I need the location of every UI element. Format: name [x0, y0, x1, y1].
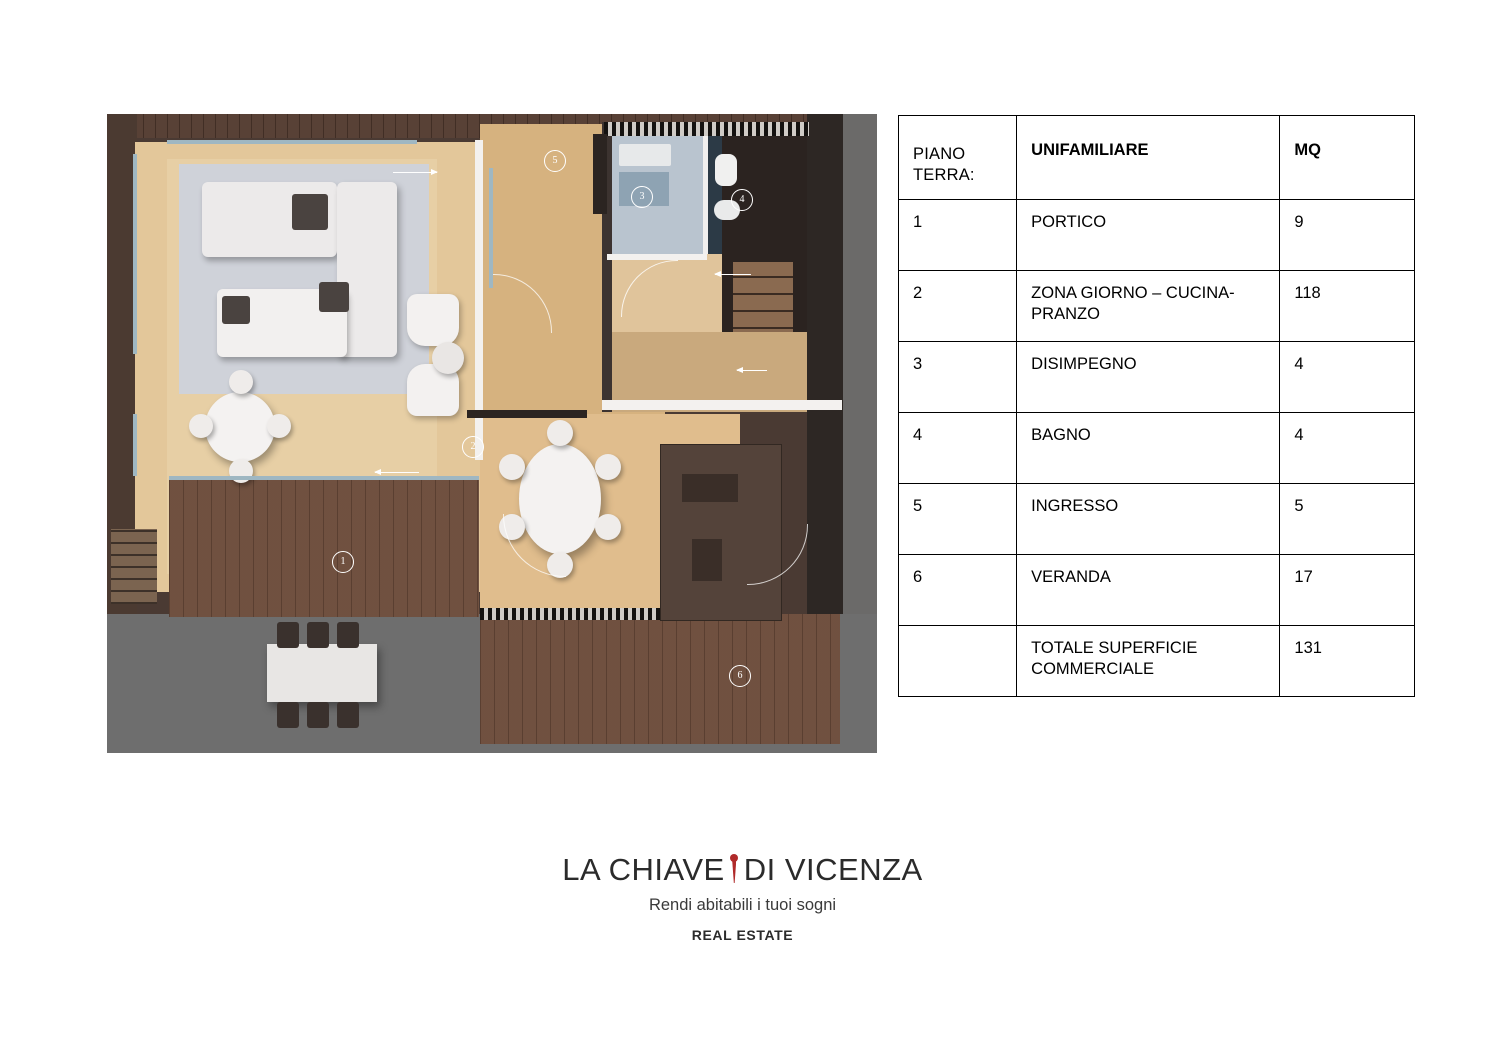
row-number: 1 — [899, 200, 1017, 271]
chair — [547, 420, 573, 446]
row-number: 3 — [899, 342, 1017, 413]
row-number: 5 — [899, 484, 1017, 555]
interior-wall-b — [475, 280, 483, 460]
round-dining-table — [205, 392, 275, 462]
direction-arrow-left — [375, 472, 419, 473]
row-name: VERANDA — [1017, 555, 1280, 626]
cushion — [222, 296, 250, 324]
logo-name-part2: DI VICENZA — [743, 852, 923, 887]
interior-wall-d — [602, 400, 842, 410]
outdoor-chair — [337, 702, 359, 728]
chair — [595, 454, 621, 480]
outdoor-chair — [337, 622, 359, 648]
outdoor-chair — [277, 622, 299, 648]
table-row — [899, 271, 1415, 342]
row-mq: 5 — [1280, 484, 1415, 555]
row-number: 2 — [899, 271, 1017, 342]
table-row — [899, 484, 1415, 555]
row-mq: 9 — [1280, 200, 1415, 271]
chair — [595, 514, 621, 540]
room-marker-3: 3 — [631, 186, 653, 208]
interior-wall-c — [593, 134, 607, 214]
chair — [267, 414, 291, 438]
row-mq: 4 — [1280, 342, 1415, 413]
row-name: TOTALE SUPERFICIE COMMERCIALE — [1017, 626, 1280, 697]
coffee-table — [432, 342, 464, 374]
right-wall-column — [807, 114, 843, 614]
row-name: ZONA GIORNO – CUCINA-PRANZO — [1017, 271, 1280, 342]
outdoor-chair — [277, 702, 299, 728]
floor-plan-image — [107, 114, 877, 753]
portico-deck — [169, 479, 479, 617]
exterior-steps — [111, 529, 157, 604]
table-row-total — [899, 626, 1415, 697]
room-marker-2: 2 — [462, 436, 484, 458]
table-row — [899, 342, 1415, 413]
interior-wall-f — [467, 410, 587, 418]
bath-partition — [703, 136, 708, 254]
window-glazing-left-lower — [133, 414, 137, 476]
table-row — [899, 555, 1415, 626]
sink — [692, 539, 722, 581]
outdoor-chair — [307, 702, 329, 728]
row-number — [899, 626, 1017, 697]
table-row — [899, 200, 1415, 271]
chair — [189, 414, 213, 438]
room-schedule-table — [898, 115, 1415, 697]
room-marker-1: 1 — [332, 551, 354, 573]
window-glazing-top — [167, 140, 417, 144]
row-mq: 4 — [1280, 413, 1415, 484]
row-number: 6 — [899, 555, 1017, 626]
shower-tray — [619, 144, 671, 166]
header-unit-type: UNIFAMILIARE — [1017, 116, 1280, 200]
window-glazing-left-upper — [133, 154, 137, 354]
row-mq: 118 — [1280, 271, 1415, 342]
logo-name-part1: LA CHIAVE — [562, 852, 725, 887]
interior-wall-a — [475, 140, 483, 280]
key-icon — [728, 854, 741, 884]
row-name: PORTICO — [1017, 200, 1280, 271]
outdoor-chair — [307, 622, 329, 648]
row-mq: 17 — [1280, 555, 1415, 626]
outdoor-table — [267, 644, 377, 702]
toilet-fixture — [715, 154, 737, 186]
direction-arrow-landing — [737, 370, 767, 371]
veranda-deck — [480, 614, 840, 744]
window-glazing-hall — [489, 168, 493, 288]
interior-wall-e — [607, 254, 707, 260]
row-mq: 131 — [1280, 626, 1415, 697]
company-logo — [0, 852, 1485, 943]
header-unit-measure: MQ — [1280, 116, 1415, 200]
logo-category: REAL ESTATE — [691, 927, 794, 943]
logo-tagline: Rendi abitabili i tuoi sogni — [648, 896, 837, 914]
armchair — [407, 294, 459, 346]
row-number: 4 — [899, 413, 1017, 484]
room-marker-6: 6 — [729, 665, 751, 687]
header-floor-label: PIANO TERRA: — [899, 116, 1017, 200]
row-name: DISIMPEGNO — [1017, 342, 1280, 413]
direction-arrow-stair — [715, 274, 751, 275]
direction-arrow-right — [393, 172, 437, 173]
cushion — [319, 282, 349, 312]
cushion — [292, 194, 328, 230]
chair — [499, 454, 525, 480]
threshold-hatch-top — [604, 122, 809, 136]
row-name: INGRESSO — [1017, 484, 1280, 555]
cooktop — [682, 474, 738, 502]
room-marker-4: 4 — [731, 189, 753, 211]
room-marker-5: 5 — [544, 150, 566, 172]
logo-name — [0, 852, 1485, 888]
table-header-row — [899, 116, 1415, 200]
row-name: BAGNO — [1017, 413, 1280, 484]
chair — [229, 370, 253, 394]
table-row — [899, 413, 1415, 484]
window-glazing-portico — [169, 476, 479, 480]
